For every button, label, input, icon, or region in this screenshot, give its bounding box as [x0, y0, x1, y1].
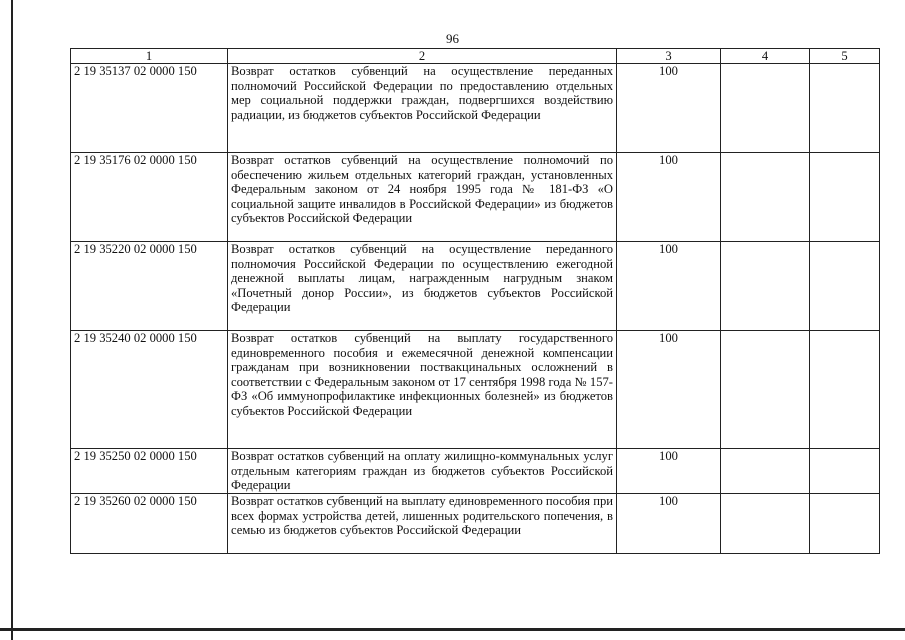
empty-cell-col5 — [810, 242, 880, 331]
description-cell: Возврат остатков субвенций на осуществление переданных полномочий Российской Федерации по предоставлению отдельных мер социальной поддержки граждан, подвергшихся воздействию радиации, из бюджетов субъектов Российской Федерации — [228, 64, 617, 153]
description-cell: Возврат остатков субвенций на выплату государственного единовременного пособия и ежемесячной денежной компенсации гражданам при возникновении поствакцинальных осложнений в соответствии с Федеральным законом от 17 сентября 1998 года № 157-ФЗ «Об иммунопрофилактике инфекционных болезней» из бюджетов субъектов Российской Федерации — [228, 331, 617, 449]
budget-code-cell: 2 19 35250 02 0000 150 — [71, 449, 228, 494]
empty-cell-col4 — [721, 494, 810, 554]
empty-cell-col5 — [810, 331, 880, 449]
amount-cell: 100 — [617, 64, 721, 153]
description-cell: Возврат остатков субвенций на осуществление полномочий по обеспечению жильем отдельных категорий граждан, установленных Федеральным законом от 24 ноября 1995 года № 181-ФЗ «О социальной защите инвалидов в Российской Федерации» из бюджетов субъектов Российской Федерации — [228, 153, 617, 242]
empty-cell-col4 — [721, 153, 810, 242]
empty-cell-col5 — [810, 64, 880, 153]
budget-code-cell: 2 19 35176 02 0000 150 — [71, 153, 228, 242]
budget-code-cell: 2 19 35137 02 0000 150 — [71, 64, 228, 153]
empty-cell-col4 — [721, 331, 810, 449]
description-cell: Возврат остатков субвенций на осуществление переданного полномочия Российской Федерации по осуществлению ежегодной денежной выплаты лицам, награжденным нагрудным знаком «Почетный донор России», из бюджетов субъектов Российской Федерации — [228, 242, 617, 331]
revenue-codes-table — [70, 48, 880, 554]
empty-cell-col5 — [810, 153, 880, 242]
budget-code-cell: 2 19 35220 02 0000 150 — [71, 242, 228, 331]
table-header-row — [71, 49, 880, 64]
table-row — [71, 64, 880, 153]
column-header-3: 3 — [617, 49, 721, 64]
description-cell: Возврат остатков субвенций на выплату единовременного пособия при всех формах устройства детей, лишенных родительского попечения, в семью из бюджетов субъектов Российской Федерации — [228, 494, 617, 554]
empty-cell-col4 — [721, 449, 810, 494]
amount-cell: 100 — [617, 331, 721, 449]
column-header-2: 2 — [228, 49, 617, 64]
table-row — [71, 494, 880, 554]
column-header-1: 1 — [71, 49, 228, 64]
amount-cell: 100 — [617, 153, 721, 242]
empty-cell-col5 — [810, 449, 880, 494]
budget-code-cell: 2 19 35260 02 0000 150 — [71, 494, 228, 554]
amount-cell: 100 — [617, 449, 721, 494]
table-row — [71, 153, 880, 242]
empty-cell-col5 — [810, 494, 880, 554]
amount-cell: 100 — [617, 242, 721, 331]
column-header-5: 5 — [810, 49, 880, 64]
table-row — [71, 449, 880, 494]
empty-cell-col4 — [721, 64, 810, 153]
column-header-4: 4 — [721, 49, 810, 64]
scan-edge-bottom — [0, 628, 905, 631]
scan-edge-left — [11, 0, 13, 640]
page-number: 96 — [446, 31, 459, 46]
description-cell: Возврат остатков субвенций на оплату жилищно-коммунальных услуг отдельным категориям граждан из бюджетов субъектов Российской Федерации — [228, 449, 617, 494]
table-row — [71, 331, 880, 449]
empty-cell-col4 — [721, 242, 810, 331]
table-row — [71, 242, 880, 331]
budget-code-cell: 2 19 35240 02 0000 150 — [71, 331, 228, 449]
amount-cell: 100 — [617, 494, 721, 554]
